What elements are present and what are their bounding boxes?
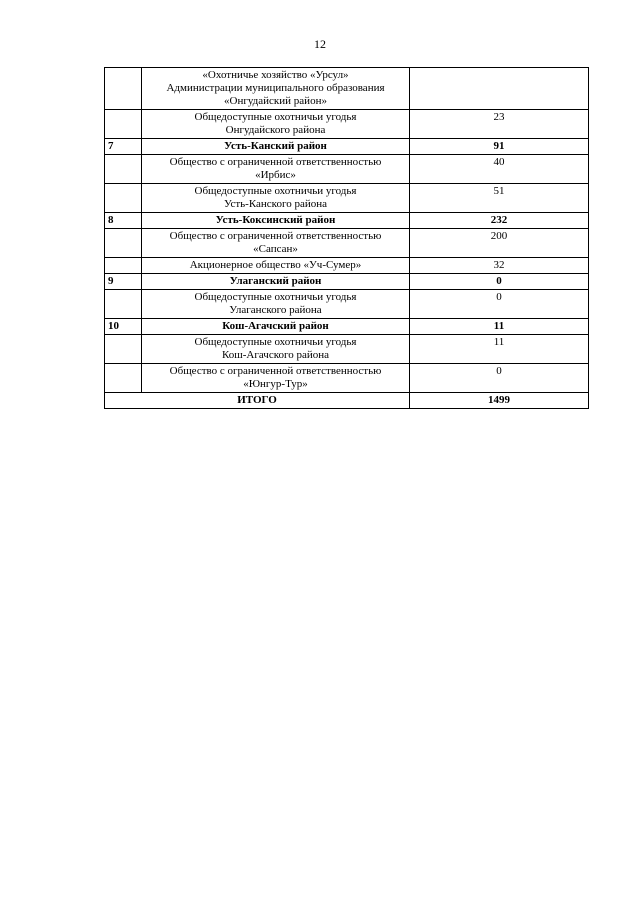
row-number-cell <box>105 184 142 213</box>
row-number-cell <box>105 68 142 110</box>
row-number-cell <box>105 335 142 364</box>
name-line: Улаганский район <box>229 275 322 287</box>
table-row <box>105 229 589 258</box>
value-cell: 91 <box>410 139 589 155</box>
value-cell: 200 <box>410 229 589 258</box>
name-line: Общедоступные охотничьи угодья <box>194 336 357 348</box>
hunting-grounds-table <box>104 67 589 409</box>
table-body <box>105 68 589 409</box>
row-number-cell: 9 <box>105 274 142 290</box>
row-number-cell <box>105 258 142 274</box>
entity-name-cell <box>142 290 410 319</box>
table-row <box>105 68 589 110</box>
value-cell: 32 <box>410 258 589 274</box>
table-row <box>105 290 589 319</box>
entity-name-cell <box>142 335 410 364</box>
total-row <box>105 393 589 409</box>
name-line: «Ирбис» <box>255 169 296 181</box>
name-line: Усть-Канский район <box>224 140 327 152</box>
table-row <box>105 364 589 393</box>
district-name-cell <box>142 274 410 290</box>
entity-name-cell <box>142 68 410 110</box>
value-cell: 232 <box>410 213 589 229</box>
name-line: Общество с ограниченной ответственностью <box>169 365 382 377</box>
name-line: Общество с ограниченной ответственностью <box>169 230 382 242</box>
entity-name-cell <box>142 229 410 258</box>
value-cell: 0 <box>410 274 589 290</box>
row-number-cell: 10 <box>105 319 142 335</box>
entity-name-cell <box>142 110 410 139</box>
row-number-cell <box>105 290 142 319</box>
entity-name-cell <box>142 364 410 393</box>
value-cell: 0 <box>410 290 589 319</box>
value-cell: 11 <box>410 319 589 335</box>
value-cell: 23 <box>410 110 589 139</box>
table-row <box>105 155 589 184</box>
district-row <box>105 213 589 229</box>
entity-name-cell <box>142 258 410 274</box>
name-line: Общедоступные охотничьи угодья <box>194 291 357 303</box>
name-line: Усть-Канского района <box>224 198 327 210</box>
table-row <box>105 110 589 139</box>
row-number-cell: 8 <box>105 213 142 229</box>
district-row <box>105 274 589 290</box>
total-value-cell: 1499 <box>410 393 589 409</box>
name-line: «Охотничье хозяйство «Урсул» <box>202 69 349 81</box>
district-name-cell <box>142 319 410 335</box>
district-name-cell <box>142 213 410 229</box>
table-row <box>105 184 589 213</box>
table-row <box>105 258 589 274</box>
name-line: Усть-Коксинский район <box>215 214 336 226</box>
page-number: 12 <box>314 37 326 51</box>
name-line: Общество с ограниченной ответственностью <box>169 156 382 168</box>
row-number-cell <box>105 364 142 393</box>
table-row <box>105 335 589 364</box>
entity-name-cell <box>142 184 410 213</box>
name-line: «Юнгур-Тур» <box>243 378 308 390</box>
value-cell: 40 <box>410 155 589 184</box>
row-number-cell <box>105 110 142 139</box>
value-cell: 0 <box>410 364 589 393</box>
name-line: «Сапсан» <box>253 243 298 255</box>
entity-name-cell <box>142 155 410 184</box>
district-row <box>105 139 589 155</box>
value-cell <box>410 68 589 110</box>
district-name-cell <box>142 139 410 155</box>
name-line: Онгудайского района <box>225 124 326 136</box>
row-number-cell: 7 <box>105 139 142 155</box>
name-line: Кош-Агачский район <box>222 320 329 332</box>
district-row <box>105 319 589 335</box>
row-number-cell <box>105 155 142 184</box>
name-line: Общедоступные охотничьи угодья <box>194 111 357 123</box>
name-line: Кош-Агачского района <box>221 349 330 361</box>
value-cell: 51 <box>410 184 589 213</box>
name-line: Акционерное общество «Уч-Сумер» <box>189 259 362 271</box>
name-line: Улаганского района <box>229 304 322 316</box>
row-number-cell <box>105 229 142 258</box>
name-line: «Онгудайский район» <box>224 95 327 107</box>
value-cell: 11 <box>410 335 589 364</box>
name-line: Общедоступные охотничьи угодья <box>194 185 357 197</box>
name-line: Администрации муниципального образования <box>166 82 385 94</box>
total-label-cell: ИТОГО <box>105 393 410 409</box>
